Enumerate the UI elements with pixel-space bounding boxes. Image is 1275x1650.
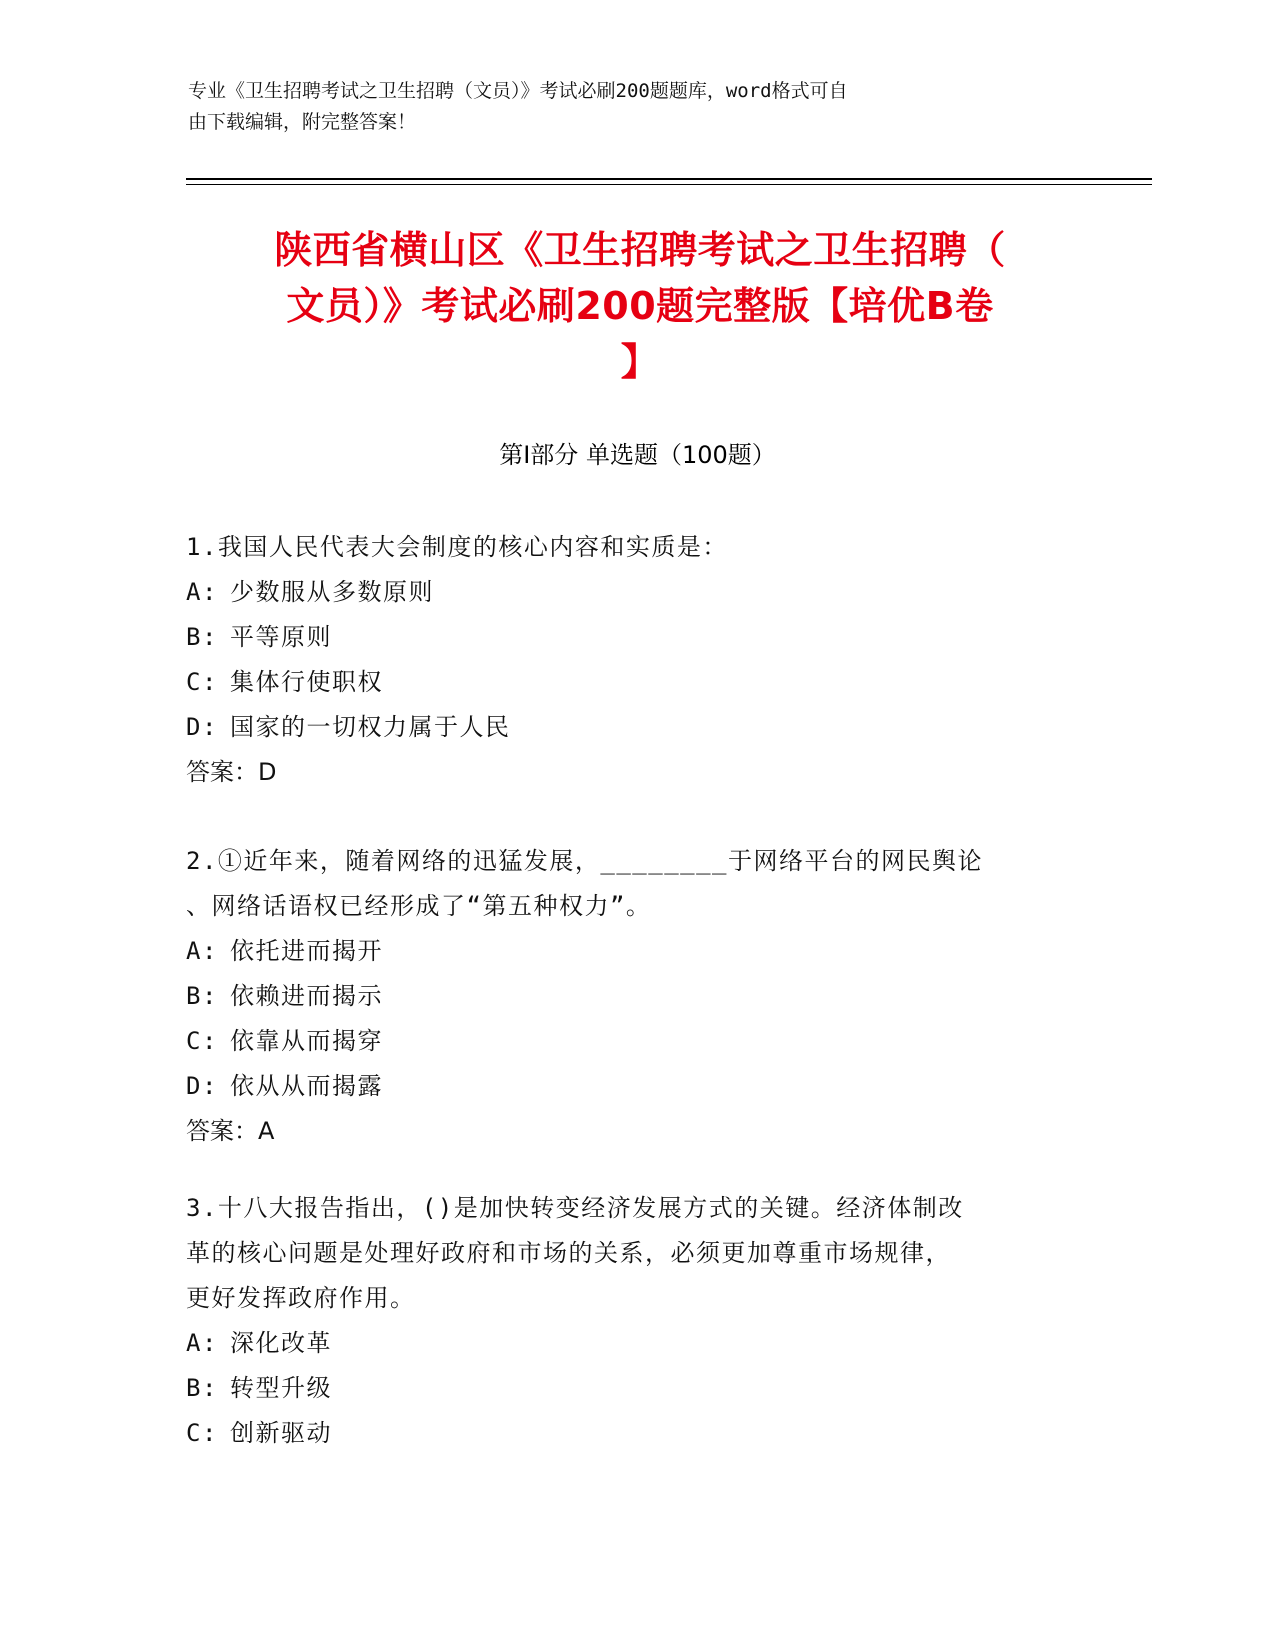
option-key: B: bbox=[186, 982, 218, 1010]
option-key: D: bbox=[186, 1072, 218, 1100]
option-key: B: bbox=[186, 1374, 218, 1402]
option-text: 国家的一切权力属于人民 bbox=[230, 713, 511, 741]
option-text: 依靠从而揭穿 bbox=[230, 1027, 383, 1055]
option-text: 深化改革 bbox=[230, 1329, 332, 1357]
option-d bbox=[186, 1064, 1066, 1109]
title-line: 】 bbox=[620, 340, 660, 384]
option-c bbox=[186, 1019, 1066, 1064]
option-c bbox=[186, 660, 1066, 705]
option-key: C: bbox=[186, 668, 218, 696]
option-key: C: bbox=[186, 1419, 218, 1447]
option-key: A: bbox=[186, 578, 218, 606]
section-heading: 第I部分 单选题（100题） bbox=[499, 441, 776, 469]
title-line: 文员）》考试必刷200题完整版【培优B卷 bbox=[286, 284, 994, 328]
option-text: 依从从而揭露 bbox=[230, 1072, 383, 1100]
option-key: A: bbox=[186, 937, 218, 965]
question-stem bbox=[186, 1186, 1066, 1321]
stem-line: 革的核心问题是处理好政府和市场的关系，必须更加尊重市场规律， bbox=[186, 1239, 951, 1267]
option-d bbox=[186, 705, 1066, 750]
question-1 bbox=[186, 525, 1066, 795]
question-2 bbox=[186, 839, 1066, 1154]
question-stem bbox=[186, 839, 1066, 929]
stem-line: 更好发挥政府作用。 bbox=[186, 1284, 416, 1312]
question-3 bbox=[186, 1186, 1066, 1456]
option-text: 平等原则 bbox=[230, 623, 332, 651]
option-a bbox=[186, 570, 1066, 615]
option-c bbox=[186, 1411, 1066, 1456]
option-a bbox=[186, 1321, 1066, 1366]
header-note bbox=[188, 76, 1068, 138]
answer-line: 答案：D bbox=[186, 758, 277, 786]
option-key: C: bbox=[186, 1027, 218, 1055]
option-text: 创新驱动 bbox=[230, 1419, 332, 1447]
question-stem bbox=[186, 525, 1066, 570]
option-text: 依托进而揭开 bbox=[230, 937, 383, 965]
option-text: 少数服从多数原则 bbox=[230, 578, 434, 606]
option-key: A: bbox=[186, 1329, 218, 1357]
answer-line: 答案：A bbox=[186, 1117, 275, 1145]
header-note-line: 专业《卫生招聘考试之卫生招聘（文员）》考试必刷200题题库，word格式可自 bbox=[188, 80, 848, 102]
title-line: 陕西省横山区《卫生招聘考试之卫生招聘（ bbox=[274, 228, 1006, 272]
header-note-line: 由下载编辑，附完整答案！ bbox=[188, 111, 417, 133]
stem-line: 、网络话语权已经形成了“第五种权力”。 bbox=[186, 892, 652, 920]
option-key: B: bbox=[186, 623, 218, 651]
header-divider-thin bbox=[186, 184, 1152, 185]
option-text: 集体行使职权 bbox=[230, 668, 383, 696]
option-text: 依赖进而揭示 bbox=[230, 982, 383, 1010]
option-text: 转型升级 bbox=[230, 1374, 332, 1402]
header-divider bbox=[186, 178, 1152, 180]
option-b bbox=[186, 615, 1066, 660]
document-title bbox=[190, 222, 1090, 390]
option-b bbox=[186, 974, 1066, 1019]
stem-line: 3.十八大报告指出，()是加快转变经济发展方式的关键。经济体制改 bbox=[186, 1194, 964, 1222]
stem-line: 1.我国人民代表大会制度的核心内容和实质是： bbox=[186, 533, 728, 561]
option-b bbox=[186, 1366, 1066, 1411]
option-key: D: bbox=[186, 713, 218, 741]
stem-line: 2.①近年来，随着网络的迅猛发展，________于网络平台的网民舆论 bbox=[186, 847, 983, 875]
option-a bbox=[186, 929, 1066, 974]
